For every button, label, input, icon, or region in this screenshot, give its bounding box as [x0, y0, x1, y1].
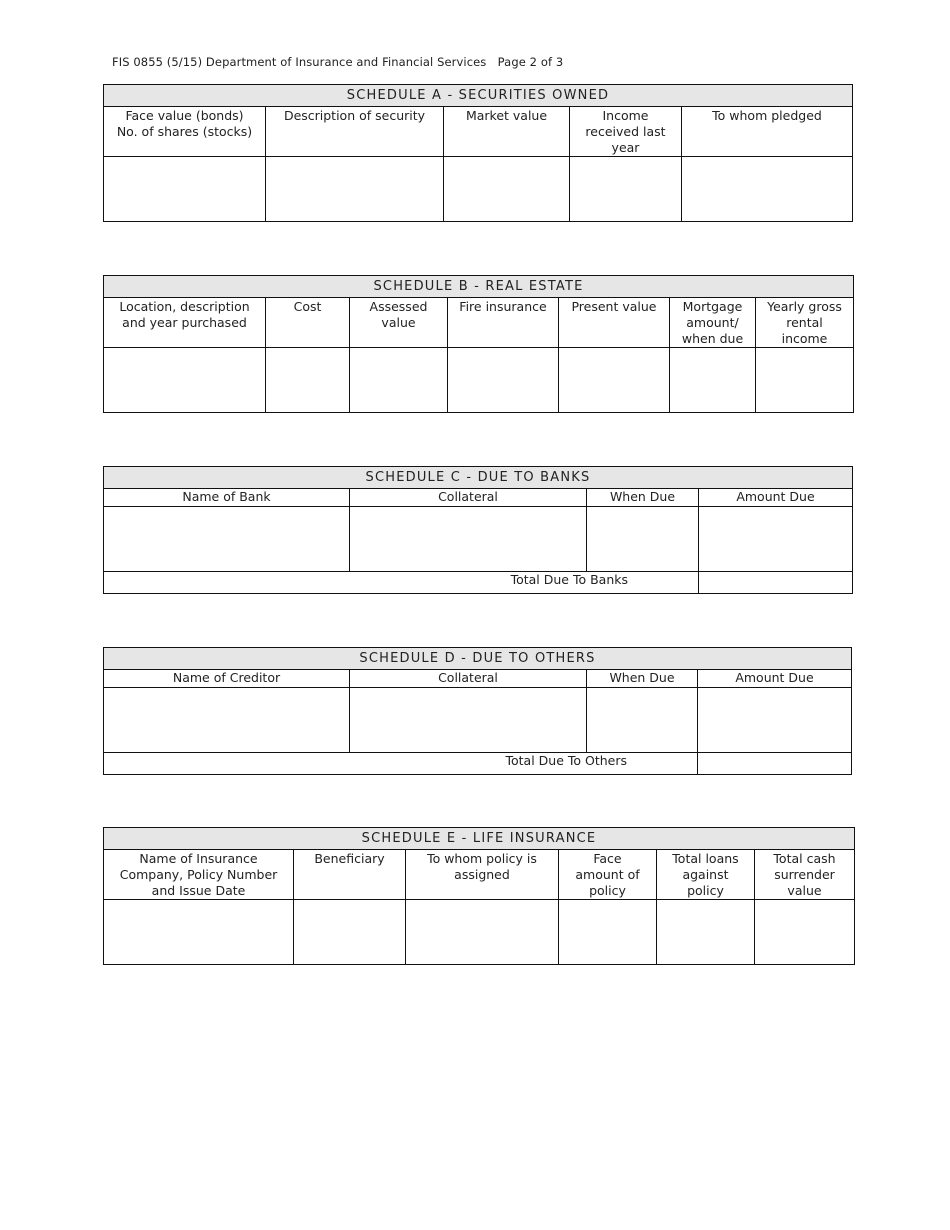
schedule-b-title: SCHEDULE B - REAL ESTATE — [104, 276, 853, 298]
col-assessed-value: Assessed value — [350, 298, 448, 347]
schedule-e-entry-row — [104, 900, 854, 964]
col-name-of-creditor: Name of Creditor — [104, 670, 350, 687]
schedule-b-entry-row — [104, 348, 853, 412]
input-face-value[interactable] — [104, 157, 266, 221]
col-fire-insurance: Fire insurance — [448, 298, 559, 347]
schedule-a-table — [103, 84, 853, 222]
col-name-of-bank: Name of Bank — [104, 489, 350, 506]
schedule-d-title: SCHEDULE D - DUE TO OTHERS — [104, 648, 851, 670]
input-amount-due[interactable] — [699, 507, 852, 571]
input-present-value[interactable] — [559, 348, 670, 412]
col-beneficiary: Beneficiary — [294, 850, 406, 899]
input-fire-insurance[interactable] — [448, 348, 559, 412]
schedule-a-header-row — [104, 107, 852, 157]
input-total-loans[interactable] — [657, 900, 755, 964]
schedule-a-title: SCHEDULE A - SECURITIES OWNED — [104, 85, 852, 107]
col-amount-due: Amount Due — [735, 670, 814, 685]
col-policy-assigned: To whom policy is assigned — [406, 850, 559, 899]
input-yearly-gross-rental[interactable] — [756, 348, 853, 412]
schedule-e-title: SCHEDULE E - LIFE INSURANCE — [104, 828, 854, 850]
schedule-e-header-row — [104, 850, 854, 900]
total-due-to-banks-label: Total Due To Banks — [104, 572, 699, 593]
schedule-c-table — [103, 466, 853, 594]
schedule-b-header-row — [104, 298, 853, 348]
schedule-a-entry-row — [104, 157, 852, 221]
col-income-received: Income received last year — [570, 107, 682, 156]
input-income-received[interactable] — [570, 157, 682, 221]
col-face-value: Face value (bonds) No. of shares (stocks) — [104, 107, 266, 156]
input-when-due[interactable] — [587, 507, 699, 571]
col-face-amount: Face amount of policy — [559, 850, 657, 899]
col-collateral: Collateral — [350, 670, 587, 687]
col-amount-due: Amount Due — [736, 489, 815, 504]
schedule-c-header-row — [104, 489, 852, 507]
form-header: FIS 0855 (5/15) Department of Insurance and Financial Services Page 2 of 3 — [112, 55, 564, 69]
col-location: Location, description and year purchased — [104, 298, 266, 347]
schedule-d-header-row — [104, 670, 851, 688]
input-to-whom-pledged[interactable] — [682, 157, 852, 221]
schedule-c-entry-row — [104, 507, 852, 571]
input-cash-surrender-value[interactable] — [755, 900, 854, 964]
input-description-of-security[interactable] — [266, 157, 444, 221]
col-market-value: Market value — [444, 107, 570, 156]
input-policy-assigned[interactable] — [406, 900, 559, 964]
schedule-e-table — [103, 827, 855, 965]
col-when-due: When Due — [587, 489, 699, 506]
input-cost[interactable] — [266, 348, 350, 412]
input-face-amount[interactable] — [559, 900, 657, 964]
schedule-d-total-row — [104, 752, 851, 774]
total-due-to-others-label: Total Due To Others — [104, 753, 698, 774]
input-when-due[interactable] — [587, 688, 698, 752]
col-yearly-gross-rental: Yearly gross rental income — [767, 299, 842, 346]
schedule-c-total-row — [104, 571, 852, 593]
col-to-whom-pledged: To whom pledged — [712, 108, 822, 123]
input-name-of-bank[interactable] — [104, 507, 350, 571]
col-total-loans: Total loans against policy — [657, 850, 755, 899]
schedule-b-table — [103, 275, 854, 413]
col-cost: Cost — [266, 298, 350, 347]
input-beneficiary[interactable] — [294, 900, 406, 964]
schedule-d-table — [103, 647, 852, 775]
col-cash-surrender-value: Total cash surrender value — [773, 851, 836, 898]
input-mortgage-amount[interactable] — [670, 348, 756, 412]
input-total-due-to-others[interactable] — [698, 753, 851, 774]
col-mortgage-amount: Mortgage amount/ when due — [670, 298, 756, 347]
input-total-due-to-banks[interactable] — [699, 572, 852, 593]
schedule-c-title: SCHEDULE C - DUE TO BANKS — [104, 467, 852, 489]
input-collateral[interactable] — [350, 688, 587, 752]
schedule-d-entry-row — [104, 688, 851, 752]
input-name-of-creditor[interactable] — [104, 688, 350, 752]
col-insurance-company: Name of Insurance Company, Policy Number and Issue Date — [104, 850, 294, 899]
col-collateral: Collateral — [350, 489, 587, 506]
input-collateral[interactable] — [350, 507, 587, 571]
input-location[interactable] — [104, 348, 266, 412]
input-assessed-value[interactable] — [350, 348, 448, 412]
input-amount-due[interactable] — [698, 688, 851, 752]
col-description-of-security: Description of security — [266, 107, 444, 156]
input-market-value[interactable] — [444, 157, 570, 221]
input-insurance-company[interactable] — [104, 900, 294, 964]
col-when-due: When Due — [587, 670, 698, 687]
col-present-value: Present value — [559, 298, 670, 347]
